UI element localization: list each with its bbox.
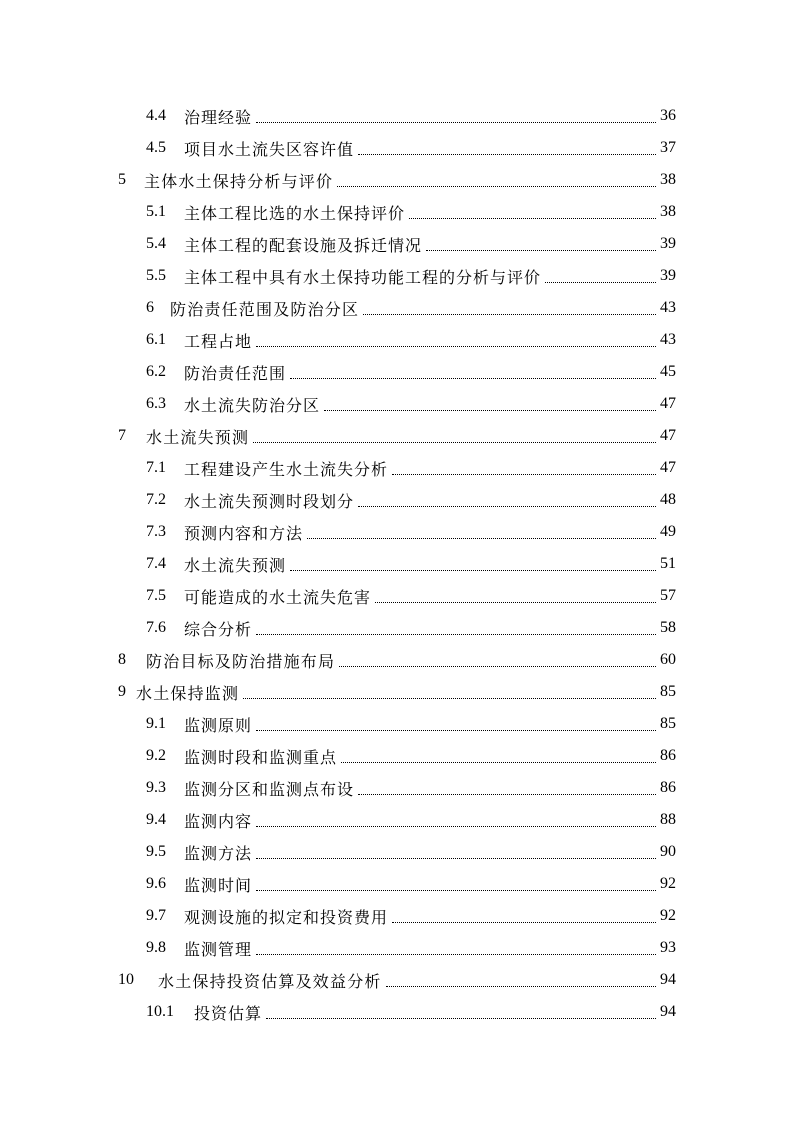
page-number: 94 — [660, 971, 676, 988]
toc-entry-line — [118, 420, 676, 452]
toc-entry-line — [146, 900, 676, 932]
toc-entry — [0, 644, 794, 676]
toc-entry — [0, 868, 794, 900]
dot-leader — [290, 570, 656, 571]
section-title: 投资估算 — [194, 1003, 263, 1023]
toc-entry-line — [146, 612, 676, 644]
page-number: 37 — [660, 139, 676, 156]
section-title: 工程建设产生水土流失分析 — [184, 459, 389, 479]
section-title: 水土流失预测 — [146, 427, 250, 447]
section-number: 6.2 — [146, 363, 166, 380]
toc-entry — [0, 196, 794, 228]
toc-entry — [0, 484, 794, 516]
dot-leader — [363, 314, 656, 315]
page-number: 90 — [660, 843, 676, 860]
page-number: 39 — [660, 267, 676, 284]
section-number: 9.6 — [146, 875, 166, 892]
toc-entry-line — [146, 196, 676, 228]
dot-leader — [426, 250, 656, 251]
section-title: 主体工程中具有水土保持功能工程的分析与评价 — [184, 267, 542, 287]
toc-entry — [0, 740, 794, 772]
dot-leader — [339, 666, 656, 667]
toc-entry-line — [146, 356, 676, 388]
toc-entry — [0, 356, 794, 388]
section-number: 10.1 — [146, 1003, 174, 1020]
toc-entry-line — [146, 740, 676, 772]
toc-entry — [0, 804, 794, 836]
toc-entry-line — [118, 676, 676, 708]
toc-entry-line — [146, 868, 676, 900]
dot-leader — [392, 474, 656, 475]
page-number: 47 — [660, 427, 676, 444]
dot-leader — [375, 602, 656, 603]
page-number: 48 — [660, 491, 676, 508]
page-number: 92 — [660, 907, 676, 924]
toc-entry-line — [146, 260, 676, 292]
section-number: 5.4 — [146, 235, 166, 252]
toc-entry-line — [146, 484, 676, 516]
toc-entry — [0, 580, 794, 612]
dot-leader — [392, 922, 656, 923]
section-number: 9.1 — [146, 715, 166, 732]
toc-entry — [0, 932, 794, 964]
section-number: 4.4 — [146, 107, 166, 124]
page-number: 38 — [660, 171, 676, 188]
section-number: 4.5 — [146, 139, 166, 156]
page-number: 51 — [660, 555, 676, 572]
toc-entry-line — [118, 644, 676, 676]
section-title: 水土流失预测 — [184, 555, 287, 575]
section-title: 观测设施的拟定和投资费用 — [184, 907, 389, 927]
section-number: 7.1 — [146, 459, 166, 476]
page-number: 36 — [660, 107, 676, 124]
dot-leader — [358, 794, 656, 795]
page-number: 94 — [660, 1003, 676, 1020]
section-number: 9.4 — [146, 811, 166, 828]
section-title: 项目水土流失区容许值 — [184, 139, 355, 159]
section-title: 预测内容和方法 — [184, 523, 304, 543]
dot-leader — [256, 858, 656, 859]
dot-leader — [386, 986, 656, 987]
toc-entry-line — [146, 932, 676, 964]
section-title: 监测分区和监测点布设 — [184, 779, 355, 799]
dot-leader — [358, 506, 656, 507]
dot-leader — [341, 762, 656, 763]
section-number: 6.1 — [146, 331, 166, 348]
dot-leader — [358, 154, 656, 155]
section-title: 防治目标及防治措施布局 — [146, 651, 336, 671]
page-number: 47 — [660, 395, 676, 412]
toc-entry-line — [146, 388, 676, 420]
dot-leader — [409, 218, 656, 219]
page-number: 43 — [660, 331, 676, 348]
page-number: 38 — [660, 203, 676, 220]
section-title: 监测时段和监测重点 — [184, 747, 338, 767]
section-title: 监测方法 — [184, 843, 253, 863]
section-number: 7.2 — [146, 491, 166, 508]
toc-entry — [0, 132, 794, 164]
page-number: 47 — [660, 459, 676, 476]
toc-entry-line — [146, 292, 676, 324]
toc-entry-line — [118, 164, 676, 196]
section-number: 9.8 — [146, 939, 166, 956]
dot-leader — [256, 634, 656, 635]
section-number: 7.4 — [146, 555, 166, 572]
section-number: 6.3 — [146, 395, 166, 412]
toc-entry — [0, 388, 794, 420]
page-number: 86 — [660, 779, 676, 796]
toc-entry-line — [118, 964, 676, 996]
toc-entry — [0, 516, 794, 548]
dot-leader — [256, 954, 656, 955]
section-number: 5 — [118, 171, 126, 188]
dot-leader — [256, 826, 656, 827]
dot-leader — [307, 538, 656, 539]
section-title: 监测内容 — [184, 811, 253, 831]
toc-entry-line — [146, 580, 676, 612]
toc-entry-line — [146, 772, 676, 804]
toc-entry — [0, 324, 794, 356]
section-number: 9.2 — [146, 747, 166, 764]
page-number: 60 — [660, 651, 676, 668]
toc-entry-line — [146, 228, 676, 260]
toc-entry — [0, 996, 794, 1028]
section-title: 主体水土保持分析与评价 — [144, 171, 334, 191]
page-number: 85 — [660, 715, 676, 732]
section-title: 水土保持监测 — [136, 683, 240, 703]
page-number: 57 — [660, 587, 676, 604]
page-number: 86 — [660, 747, 676, 764]
dot-leader — [256, 890, 656, 891]
section-title: 水土保持投资估算及效益分析 — [158, 971, 382, 991]
dot-leader — [266, 1018, 656, 1019]
section-number: 9.7 — [146, 907, 166, 924]
dot-leader — [337, 186, 656, 187]
toc-entry-line — [146, 836, 676, 868]
toc-entry — [0, 164, 794, 196]
toc-entry — [0, 612, 794, 644]
section-title: 水土流失防治分区 — [184, 395, 321, 415]
section-title: 监测原则 — [184, 715, 253, 735]
toc-entry — [0, 100, 794, 132]
toc-entry-line — [146, 100, 676, 132]
toc-entry — [0, 708, 794, 740]
page-number: 58 — [660, 619, 676, 636]
toc-entry — [0, 420, 794, 452]
toc-entry-line — [146, 804, 676, 836]
section-number: 7.6 — [146, 619, 166, 636]
toc-entry — [0, 836, 794, 868]
section-number: 7.5 — [146, 587, 166, 604]
section-title: 防治责任范围及防治分区 — [170, 299, 360, 319]
section-title: 监测时间 — [184, 875, 253, 895]
page-number: 85 — [660, 683, 676, 700]
toc-entry — [0, 452, 794, 484]
dot-leader — [256, 730, 656, 731]
page-number: 49 — [660, 523, 676, 540]
toc-entry-line — [146, 452, 676, 484]
toc-entry — [0, 772, 794, 804]
page-number: 93 — [660, 939, 676, 956]
toc-entry — [0, 228, 794, 260]
section-number: 6 — [146, 299, 154, 316]
page-number: 45 — [660, 363, 676, 380]
toc-entry — [0, 676, 794, 708]
toc-entry — [0, 548, 794, 580]
page-number: 39 — [660, 235, 676, 252]
section-title: 工程占地 — [184, 331, 253, 351]
section-title: 可能造成的水土流失危害 — [184, 587, 372, 607]
section-number: 9 — [118, 683, 126, 700]
section-title: 主体工程的配套设施及拆迁情况 — [184, 235, 423, 255]
section-number: 5.1 — [146, 203, 166, 220]
dot-leader — [253, 442, 656, 443]
section-number: 9.3 — [146, 779, 166, 796]
section-number: 8 — [118, 651, 126, 668]
dot-leader — [243, 698, 656, 699]
dot-leader — [256, 346, 656, 347]
section-number: 7.3 — [146, 523, 166, 540]
toc-entry-line — [146, 708, 676, 740]
toc-entry-line — [146, 132, 676, 164]
toc-entry-line — [146, 516, 676, 548]
section-title: 主体工程比选的水土保持评价 — [184, 203, 406, 223]
dot-leader — [290, 378, 656, 379]
section-title: 防治责任范围 — [184, 363, 287, 383]
section-title: 治理经验 — [184, 107, 253, 127]
toc-entry — [0, 964, 794, 996]
dot-leader — [256, 122, 656, 123]
section-number: 9.5 — [146, 843, 166, 860]
section-number: 7 — [118, 427, 126, 444]
toc-entry — [0, 260, 794, 292]
section-title: 综合分析 — [184, 619, 253, 639]
page-number: 92 — [660, 875, 676, 892]
toc-entry — [0, 292, 794, 324]
dot-leader — [545, 282, 656, 283]
section-number: 5.5 — [146, 267, 166, 284]
toc-entry-line — [146, 996, 676, 1028]
page-number: 43 — [660, 299, 676, 316]
section-title: 水土流失预测时段划分 — [184, 491, 355, 511]
section-number: 10 — [118, 971, 134, 988]
dot-leader — [324, 410, 656, 411]
page-number: 88 — [660, 811, 676, 828]
toc-entry-line — [146, 548, 676, 580]
toc-entry — [0, 900, 794, 932]
toc-entry-line — [146, 324, 676, 356]
section-title: 监测管理 — [184, 939, 253, 959]
